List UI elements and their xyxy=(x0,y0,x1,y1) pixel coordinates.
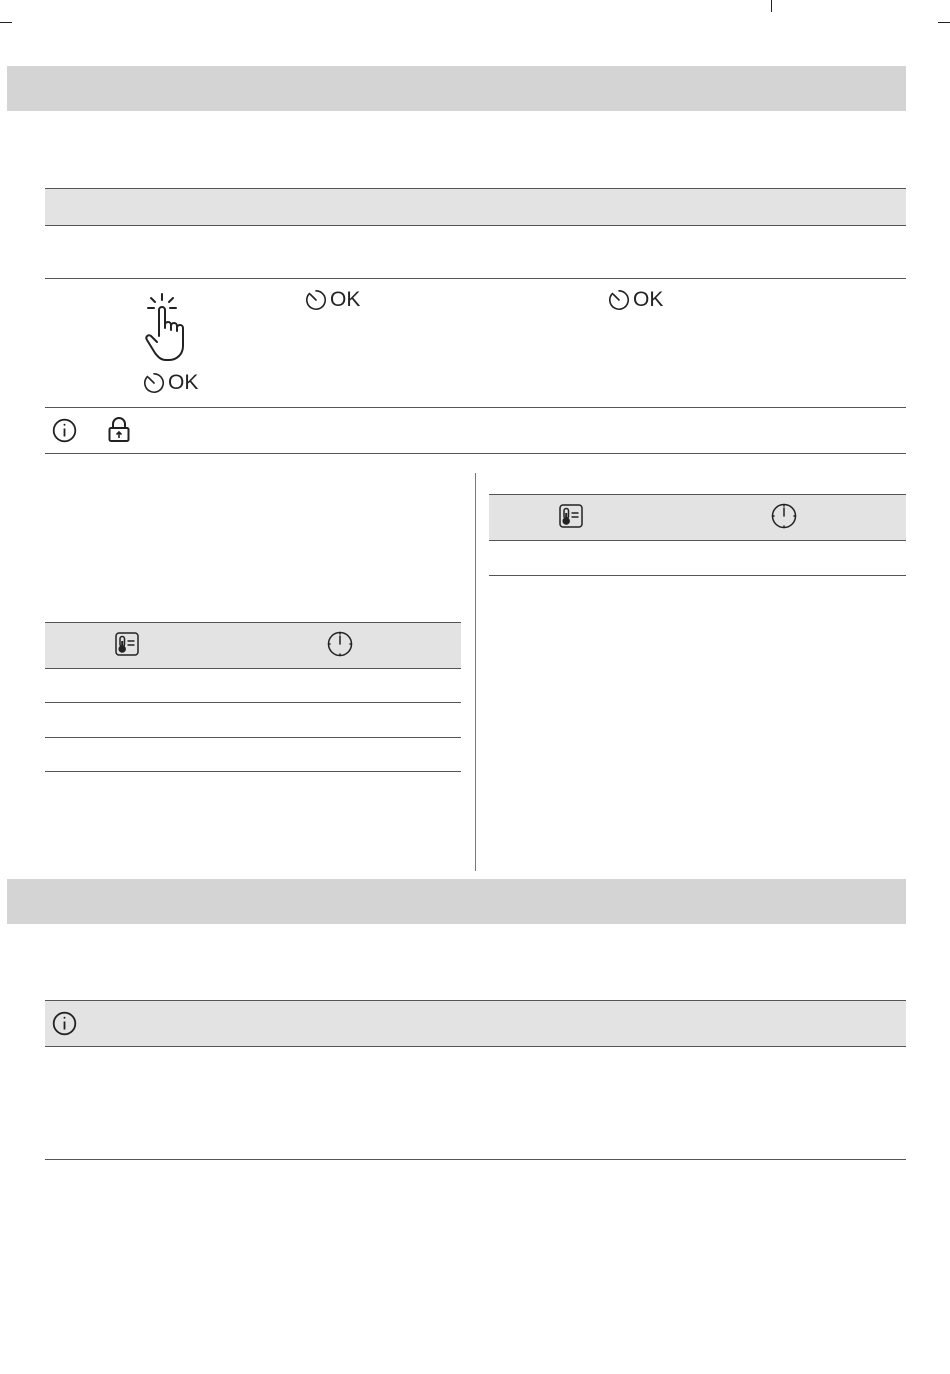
crop-mark xyxy=(938,22,950,23)
timer-ok-control[interactable] xyxy=(143,372,198,394)
ok-label: OK xyxy=(330,288,361,311)
table-bottom-rule xyxy=(489,575,906,576)
note-header xyxy=(45,1001,906,1046)
table-header xyxy=(45,189,906,225)
table-row-divider xyxy=(45,278,906,279)
section-header-band xyxy=(7,879,906,924)
table-row-divider xyxy=(45,225,906,226)
section-header-band xyxy=(7,66,906,111)
tap-gesture-icon xyxy=(142,292,194,362)
ok-label: OK xyxy=(168,371,199,394)
table-row-divider xyxy=(45,702,461,703)
table-row-divider xyxy=(45,1046,906,1047)
table-row-divider xyxy=(45,737,461,738)
info-icon xyxy=(52,1011,77,1036)
table-header xyxy=(489,495,906,540)
timer-icon xyxy=(608,289,630,311)
table-bottom-rule xyxy=(45,771,461,772)
food-sensor-icon xyxy=(559,504,583,528)
table-bottom-rule xyxy=(45,453,906,454)
table-row-divider xyxy=(489,540,906,541)
clock-icon xyxy=(771,503,797,529)
ok-label: OK xyxy=(633,288,664,311)
lock-icon xyxy=(107,417,131,443)
timer-icon xyxy=(143,372,165,394)
food-sensor-icon xyxy=(115,632,139,656)
column-divider xyxy=(475,473,476,871)
table-header xyxy=(45,623,461,668)
info-icon xyxy=(52,418,77,443)
table-row-divider xyxy=(45,668,461,669)
clock-icon xyxy=(327,631,353,657)
timer-icon xyxy=(305,289,327,311)
timer-ok-control[interactable] xyxy=(305,289,360,311)
table-row-divider xyxy=(45,407,906,408)
timer-ok-control[interactable] xyxy=(608,289,663,311)
crop-mark xyxy=(0,22,12,23)
crop-mark xyxy=(771,0,772,12)
table-bottom-rule xyxy=(45,1159,906,1160)
